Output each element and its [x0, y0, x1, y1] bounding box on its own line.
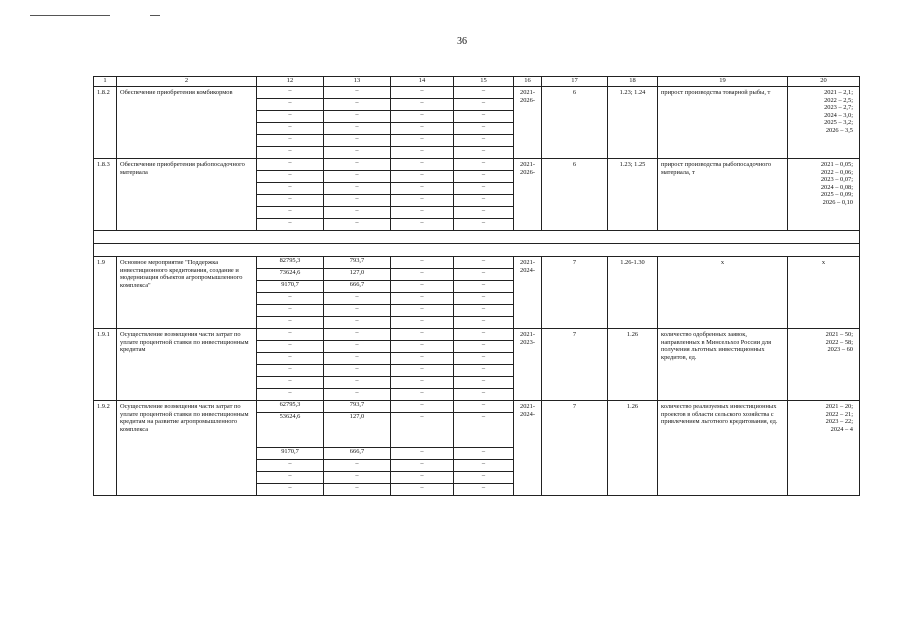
funding-cell-c15 — [454, 159, 514, 231]
header-cell: 13 — [324, 77, 391, 87]
funding-cell-c13 — [324, 329, 391, 401]
funding-value: – — [391, 159, 453, 171]
funding-value: – — [257, 171, 323, 183]
funding-value: – — [454, 329, 513, 341]
row-col17: 7 — [542, 401, 608, 496]
funding-value: – — [454, 159, 513, 171]
funding-value: – — [420, 219, 424, 226]
row-indicator: прирост производства товарной рыбы, т — [658, 87, 788, 159]
row-years: 2021- 2023- — [514, 329, 542, 401]
funding-value: – — [391, 195, 453, 207]
scan-artifact-line — [30, 15, 110, 16]
funding-value: – — [454, 460, 513, 472]
funding-value: – — [288, 219, 292, 226]
funding-value: 9170,7 — [257, 448, 323, 460]
funding-value: – — [257, 293, 323, 305]
funding-value: – — [454, 341, 513, 353]
header-cell: 19 — [658, 77, 788, 87]
funding-value: – — [391, 135, 453, 147]
funding-value: – — [324, 99, 390, 111]
funding-value: 666,7 — [324, 448, 390, 460]
row-col18: 1.23; 1.24 — [608, 87, 658, 159]
funding-value: – — [454, 305, 513, 317]
row-code: 1.9.1 — [94, 329, 117, 401]
funding-value: – — [257, 377, 323, 389]
funding-value: – — [391, 183, 453, 195]
funding-cell-c13 — [324, 159, 391, 231]
funding-value: – — [454, 135, 513, 147]
funding-value: – — [454, 377, 513, 389]
funding-value: – — [324, 135, 390, 147]
funding-value: – — [257, 111, 323, 123]
funding-value: 9170,7 — [257, 281, 323, 293]
funding-value: – — [454, 171, 513, 183]
funding-value: – — [420, 147, 424, 154]
funding-cell-c12 — [257, 257, 324, 329]
funding-value: – — [288, 484, 292, 491]
funding-value: – — [324, 207, 390, 219]
header-row — [94, 77, 860, 87]
funding-cell-c15 — [454, 257, 514, 329]
funding-value: – — [257, 135, 323, 147]
funding-value: – — [391, 269, 453, 281]
funding-value: – — [391, 293, 453, 305]
funding-cell-c15 — [454, 329, 514, 401]
funding-value: – — [391, 353, 453, 365]
funding-cell-c13 — [324, 401, 391, 496]
funding-value: – — [481, 147, 486, 154]
funding-value: – — [481, 389, 486, 396]
funding-value: 793,7 — [324, 257, 390, 269]
funding-value: – — [391, 341, 453, 353]
funding-value: – — [391, 460, 453, 472]
table-row — [94, 257, 860, 329]
spacer-row — [94, 231, 860, 244]
funding-value: – — [324, 353, 390, 365]
row-name: Обеспечение приобретения рыбопосадочного материала — [117, 159, 257, 231]
funding-cell-c15 — [454, 87, 514, 159]
funding-value: – — [324, 171, 390, 183]
funding-value: – — [454, 195, 513, 207]
row-col17: 6 — [542, 159, 608, 231]
funding-value: – — [257, 472, 323, 484]
table-row — [94, 87, 860, 159]
funding-value: – — [454, 87, 513, 99]
row-name: Основное мероприятие "Поддержка инвестиционного кредитования, создание и модернизация объектов агропромышленного комплекса" — [117, 257, 257, 329]
funding-value: – — [391, 281, 453, 293]
funding-value: – — [391, 87, 453, 99]
funding-value: – — [454, 413, 513, 448]
funding-value: – — [324, 365, 390, 377]
row-values: 2021 – 2,1; 2022 – 2,5; 2023 – 2,7; 2024 – 3,0; 2025 – 3,2; 2026 – 3,5 — [788, 87, 860, 159]
row-col17: 7 — [542, 329, 608, 401]
row-col18: 1.26 — [608, 401, 658, 496]
funding-value: – — [257, 341, 323, 353]
funding-cell-c14 — [391, 401, 454, 496]
funding-value: – — [288, 317, 292, 324]
funding-value: – — [391, 365, 453, 377]
funding-value: 127,0 — [324, 413, 390, 448]
funding-value: – — [391, 448, 453, 460]
funding-value: – — [454, 281, 513, 293]
funding-value: – — [391, 472, 453, 484]
funding-value: – — [391, 111, 453, 123]
funding-value: 53624,6 — [257, 413, 323, 448]
funding-value: – — [257, 353, 323, 365]
funding-value: – — [391, 377, 453, 389]
table-row — [94, 159, 860, 231]
row-code: 1.9.2 — [94, 401, 117, 496]
funding-value: – — [391, 329, 453, 341]
funding-value: – — [324, 341, 390, 353]
funding-value: – — [324, 329, 390, 341]
funding-value: – — [257, 183, 323, 195]
funding-value: – — [420, 317, 424, 324]
funding-value: – — [481, 219, 486, 226]
funding-cell-c12 — [257, 87, 324, 159]
row-indicator: прирост производства рыбопосадочного материала, т — [658, 159, 788, 231]
funding-value: – — [454, 401, 513, 413]
funding-value: – — [324, 460, 390, 472]
row-values: x — [788, 257, 860, 329]
header-cell: 17 — [542, 77, 608, 87]
funding-value: – — [324, 472, 390, 484]
table-row — [94, 401, 860, 496]
funding-value: – — [324, 123, 390, 135]
funding-value: 793,7 — [324, 401, 390, 413]
funding-value: – — [257, 365, 323, 377]
funding-cell-c13 — [324, 257, 391, 329]
header-cell: 12 — [257, 77, 324, 87]
row-name: Осуществление возмещения части затрат по уплате процентной ставки по инвестиционным кредитам — [117, 329, 257, 401]
funding-cell-c14 — [391, 257, 454, 329]
funding-cell-c13 — [324, 87, 391, 159]
funding-value: – — [391, 413, 453, 448]
funding-value: – — [324, 195, 390, 207]
spacer-row — [94, 244, 860, 257]
funding-value: – — [391, 123, 453, 135]
funding-value: – — [324, 377, 390, 389]
funding-value: – — [420, 484, 424, 491]
funding-value: – — [454, 448, 513, 460]
funding-value: – — [391, 171, 453, 183]
funding-value: – — [391, 207, 453, 219]
row-values: 2021 – 20; 2022 – 21; 2023 – 22; 2024 – 4 — [788, 401, 860, 496]
funding-value: – — [454, 293, 513, 305]
funding-cell-c12 — [257, 329, 324, 401]
funding-value: – — [257, 195, 323, 207]
funding-value: – — [288, 389, 292, 396]
funding-cell-c14 — [391, 159, 454, 231]
funding-value: – — [324, 87, 390, 99]
funding-value: – — [324, 183, 390, 195]
funding-value: 73624,6 — [257, 269, 323, 281]
funding-value: – — [454, 99, 513, 111]
table-row — [94, 329, 860, 401]
header-cell: 15 — [454, 77, 514, 87]
funding-value: – — [391, 257, 453, 269]
funding-value: – — [324, 305, 390, 317]
page-number: 36 — [457, 36, 467, 47]
row-indicator: количество реализуемых инвестиционных проектов в области сельского хозяйства с привлечением льготного кредитования, ед. — [658, 401, 788, 496]
row-col18: 1.26 — [608, 329, 658, 401]
funding-value: – — [454, 123, 513, 135]
funding-cell-c14 — [391, 87, 454, 159]
row-years: 2021- 2024- — [514, 401, 542, 496]
row-col18: 1.23; 1.25 — [608, 159, 658, 231]
funding-value: – — [454, 257, 513, 269]
row-indicator: x — [658, 257, 788, 329]
funding-value: – — [257, 99, 323, 111]
funding-value: – — [454, 183, 513, 195]
funding-cell-c15 — [454, 401, 514, 496]
row-col17: 7 — [542, 257, 608, 329]
funding-value: 62795,3 — [257, 401, 323, 413]
header-cell: 16 — [514, 77, 542, 87]
header-cell: 18 — [608, 77, 658, 87]
funding-cell-c14 — [391, 329, 454, 401]
funding-value: – — [481, 484, 486, 491]
funding-value: – — [454, 472, 513, 484]
row-code: 1.8.3 — [94, 159, 117, 231]
funding-value: – — [257, 305, 323, 317]
spacer-cell — [94, 244, 860, 257]
funding-value: – — [391, 305, 453, 317]
row-col18: 1.26-1.30 — [608, 257, 658, 329]
funding-value: – — [257, 159, 323, 171]
spacer-cell — [94, 231, 860, 244]
scan-artifact-dash — [150, 15, 160, 16]
funding-cell-c12 — [257, 159, 324, 231]
header-cell: 2 — [117, 77, 257, 87]
funding-value: – — [288, 147, 292, 154]
funding-value: – — [324, 159, 390, 171]
header-cell: 20 — [788, 77, 860, 87]
row-name: Обеспечение приобретения комбикормов — [117, 87, 257, 159]
funding-value: – — [257, 207, 323, 219]
funding-value: – — [454, 111, 513, 123]
funding-value: 82795,3 — [257, 257, 323, 269]
funding-value: – — [257, 460, 323, 472]
funding-value: – — [257, 87, 323, 99]
funding-value: – — [391, 401, 453, 413]
row-name: Осуществление возмещения части затрат по уплате процентной ставки по инвестиционным кредитам на развитие агропромышленного комплекса — [117, 401, 257, 496]
funding-value: – — [257, 329, 323, 341]
funding-value: – — [355, 389, 359, 396]
funding-value: 666,7 — [324, 281, 390, 293]
row-years: 2021- 2024- — [514, 257, 542, 329]
funding-value: – — [481, 317, 486, 324]
funding-value: – — [355, 219, 359, 226]
funding-value: – — [355, 484, 359, 491]
funding-value: – — [257, 123, 323, 135]
funding-value: – — [454, 365, 513, 377]
row-code: 1.8.2 — [94, 87, 117, 159]
header-cell: 14 — [391, 77, 454, 87]
funding-value: – — [324, 111, 390, 123]
row-years: 2021- 2026- — [514, 159, 542, 231]
row-years: 2021- 2026- — [514, 87, 542, 159]
funding-value: – — [420, 389, 424, 396]
funding-value: – — [454, 207, 513, 219]
row-col17: 6 — [542, 87, 608, 159]
funding-value: – — [324, 293, 390, 305]
funding-value: – — [454, 353, 513, 365]
funding-cell-c12 — [257, 401, 324, 496]
funding-value: – — [391, 99, 453, 111]
row-code: 1.9 — [94, 257, 117, 329]
row-values: 2021 – 50; 2022 – 58; 2023 – 60 — [788, 329, 860, 401]
row-indicator: количество одобренных заявок, направленных в Минсельхоз России для получения льготных инвестиционных кредитов, ед. — [658, 329, 788, 401]
header-cell: 1 — [94, 77, 117, 87]
row-values: 2021 – 0,05; 2022 – 0,06; 2023 – 0,07; 2024 – 0,08; 2025 – 0,09; 2026 – 0,10 — [788, 159, 860, 231]
funding-value: – — [355, 147, 359, 154]
program-activities-table — [93, 76, 860, 496]
funding-value: 127,0 — [324, 269, 390, 281]
funding-value: – — [355, 317, 359, 324]
funding-value: – — [454, 269, 513, 281]
